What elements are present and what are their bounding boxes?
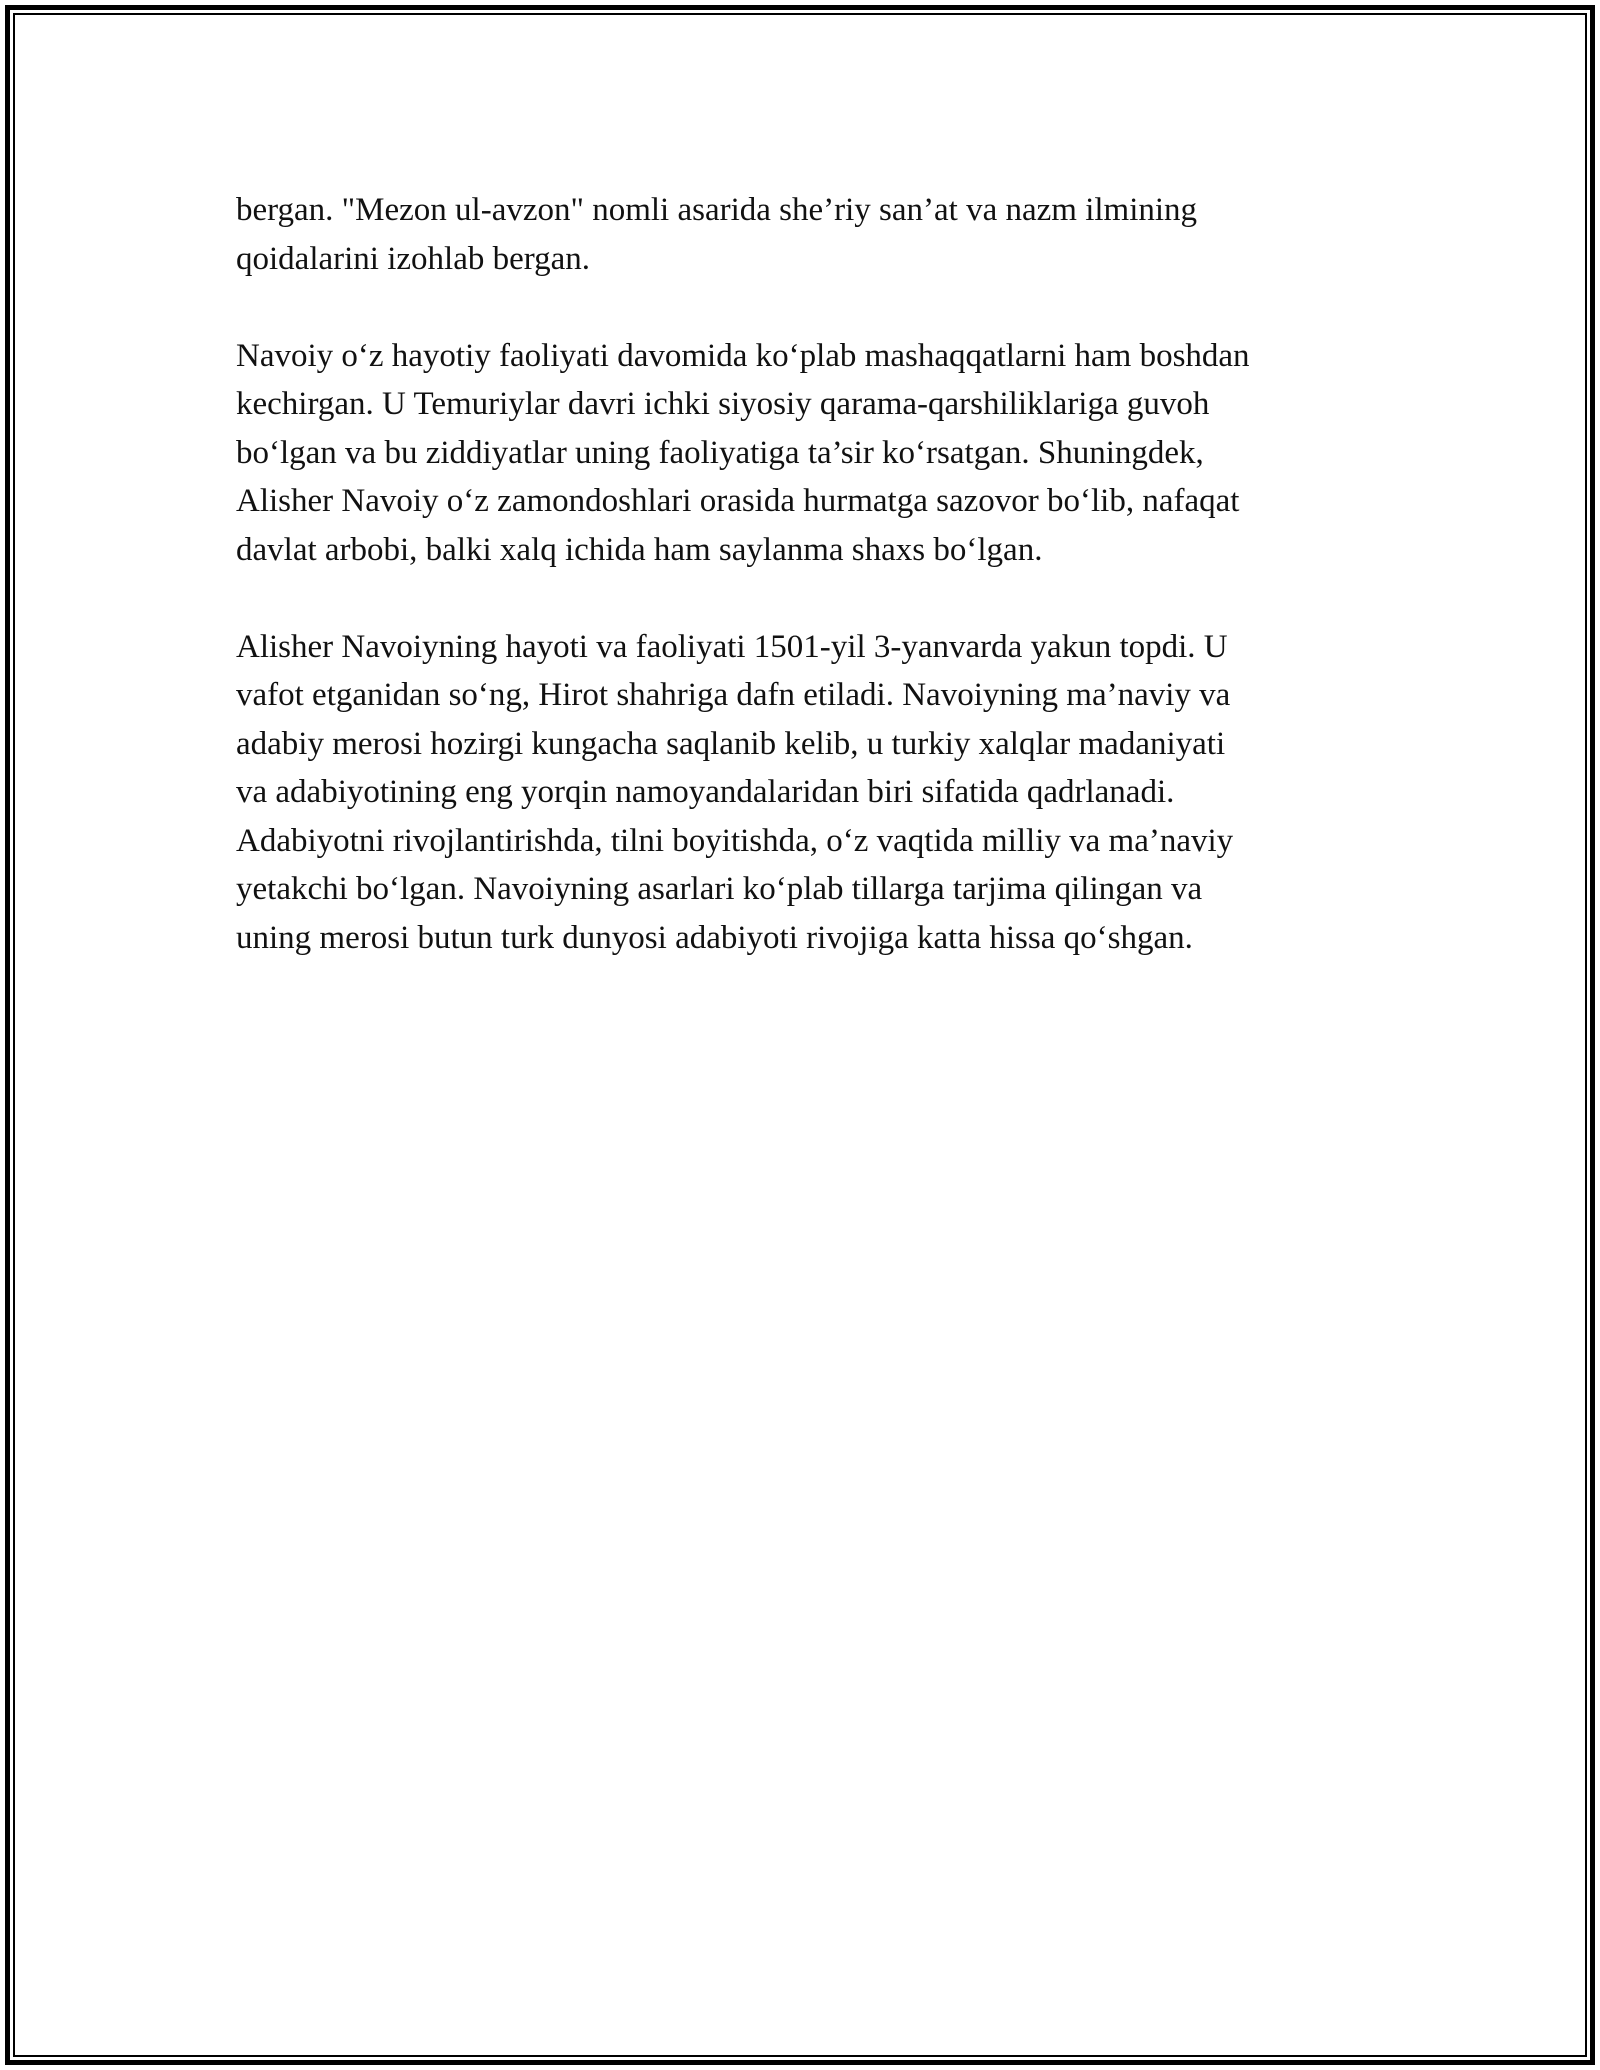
text-line: yetakchi bo‘lgan. Navoiyning asarlari ko‘plab tillarga tarjima qilingan va <box>236 871 1203 907</box>
text-line: kechirgan. U Temuriylar davri ichki siyosiy qarama-qarshiliklariga guvoh <box>236 386 1210 422</box>
text-line: adabiy merosi hozirgi kungacha saqlanib kelib, u turkiy xalqlar madaniyati <box>236 725 1226 762</box>
text-line: davlat arbobi, balki xalq ichida ham saylanma shaxs bo‘lgan. <box>236 531 1043 568</box>
text-line: bo‘lgan va bu ziddiyatlar uning faoliyatiga ta’sir ko‘rsatgan. Shuningdek, <box>236 434 1204 471</box>
paragraph-3 <box>236 623 1386 963</box>
text-line: uning merosi butun turk dunyosi adabiyoti rivojiga katta hissa qo‘shgan. <box>236 919 1193 956</box>
document-body <box>236 186 1386 1011</box>
text-line: bergan. "Mezon ul-avzon" nomli asarida she’riy san’at va nazm ilmining <box>236 192 1198 228</box>
text-line: qoidalarini izohlab bergan. <box>236 240 591 277</box>
text-line: Alisher Navoiyning hayoti va faoliyati 1501-yil 3-yanvarda yakun topdi. U <box>236 628 1228 665</box>
paragraph-1 <box>236 186 1386 283</box>
text-line: Navoiy o‘z hayotiy faoliyati davomida ko‘plab mashaqqatlarni ham boshdan <box>236 337 1250 374</box>
text-line: vafot etganidan so‘ng, Hirot shahriga dafn etiladi. Navoiyning ma’naviy va <box>236 677 1231 713</box>
text-line: Adabiyotni rivojlantirishda, tilni boyitishda, o‘z vaqtida milliy va ma’naviy <box>236 822 1234 859</box>
text-line: va adabiyotining eng yorqin namoyandalaridan biri sifatida qadrlanadi. <box>236 774 1175 810</box>
paragraph-2 <box>236 332 1386 575</box>
text-line: Alisher Navoiy o‘z zamondoshlari orasida hurmatga sazovor bo‘lib, nafaqat <box>236 483 1240 519</box>
